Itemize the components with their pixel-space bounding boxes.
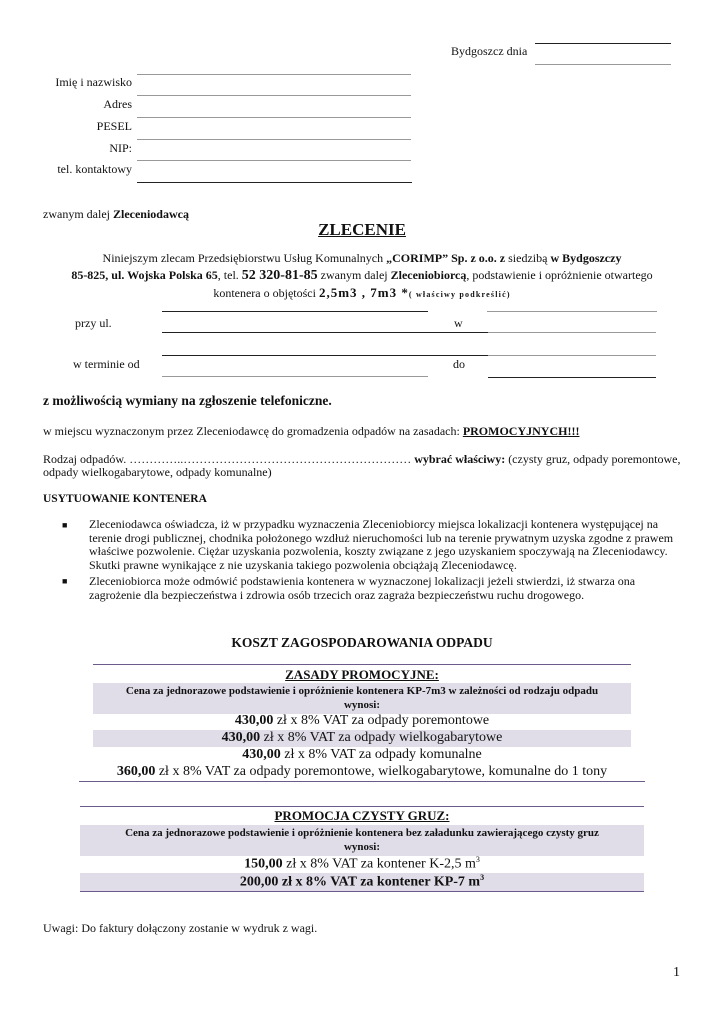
page-title: ZLECENIE	[318, 220, 406, 239]
waste-type-line-2: odpady wielkogabarytowe, odpady komunalne)	[43, 465, 272, 479]
cost-heading: KOSZT ZAGOSPODAROWANIA ODPADU	[231, 635, 493, 650]
city-field[interactable]	[488, 332, 656, 333]
page-number: 1	[673, 965, 680, 980]
street-label: przy ul.	[75, 316, 112, 330]
date-from-field[interactable]	[162, 376, 428, 377]
name-label: Imię i nazwisko	[55, 75, 132, 89]
street-field[interactable]	[162, 332, 488, 333]
intro-line: zwanym dalej Zleceniodawcą	[43, 207, 189, 221]
waste-type-field[interactable]: Rodzaj odpadów. …………..…………………………………………………	[43, 452, 415, 466]
rubble-row: 150,00 zł x 8% VAT za kontener K-2,5 $m^3$	[244, 855, 480, 872]
date-line-2	[535, 64, 671, 65]
city-label: w	[454, 316, 463, 330]
date-from-line-top	[162, 355, 488, 356]
pesel-field[interactable]	[137, 139, 411, 140]
date-to-line-top	[488, 355, 656, 356]
order-line-3: kontenera o objętości 2,5m3 , 7m3 *( właściwy podkreślić)	[213, 285, 511, 300]
date-from-label: w terminie od	[73, 357, 140, 371]
phone-label: tel. kontaktowy	[57, 162, 132, 176]
name-line-top	[137, 74, 411, 75]
placement-clause-1: Zleceniodawca oświadcza, iż w przypadku wyznaczenia Zleceniobiorcy miejsca lokalizacji kontenera występującej na terenie drogi publicznej, chodnika położonego wzdłuż nieruchomości lub na terenie prywatnym uzyska zgodne z prawem właściwe pozwolenie. Ciężar uzyskania pozwolenia, koszty związane z jego uzyskaniem spoczywają na Zleceniodawcy. Skutki prawne wynikające z nie uzyskania takiego pozwolenia obciążają Zleceniodawcę.	[89, 517, 674, 572]
date-to-field[interactable]	[488, 377, 656, 378]
nip-field[interactable]	[137, 160, 411, 161]
promo-description: Cena za jednorazowe podstawienie i opróżnienie kontenera KP-7m3 w zależności od rodzaju odpadu wynosi:	[125, 685, 599, 711]
pesel-label: PESEL	[96, 119, 132, 133]
exchange-note: z możliwością wymiany na zgłoszenie telefoniczne.	[43, 393, 332, 408]
promo-row: 430,00 zł x 8% VAT za odpady komunalne	[242, 747, 482, 762]
promo-row: 430,00 zł x 8% VAT za odpady wielkogabarytowe	[221, 730, 503, 745]
name-field[interactable]	[137, 95, 411, 96]
promo-row: 430,00 zł x 8% VAT za odpady poremontowe	[234, 713, 490, 728]
date-line[interactable]	[535, 43, 671, 44]
bullet-icon: ■	[62, 520, 68, 530]
address-field[interactable]	[137, 117, 411, 118]
promo-table	[93, 664, 631, 782]
street-line-top	[162, 311, 428, 312]
rubble-description: Cena za jednorazowe podstawienie i opróżnienie kontenera bez załadunku zawierającego czysty gruz wynosi:	[125, 827, 599, 853]
rubble-table	[80, 806, 644, 892]
phone-field[interactable]	[137, 182, 412, 183]
order-line-1: Niniejszym zlecam Przedsiębiorstwu Usług Komunalnych „CORIMP” Sp. z o.o. z siedzibą w Bydgoszczy	[102, 251, 622, 265]
nip-label: NIP:	[109, 141, 132, 155]
rubble-title: PROMOCJA CZYSTY GRUZ:	[274, 808, 450, 823]
placement-clause-2: Zleceniobiorca może odmówić podstawienia kontenera w wyznaczonej lokalizacji jeżeli stwierdzi, iż stwarza ona zagrożenie dla bezpieczeństwa i zdrowia osób trzecich oraz zagraża bezpieczeństwu ruchu drogowego.	[89, 574, 636, 602]
address-label: Adres	[103, 97, 132, 111]
placement-heading: USYTUOWANIE KONTENERA	[43, 493, 207, 505]
promo-row: 360,00 zł x 8% VAT za odpady poremontowe, wielkogabarytowe, komunalne do 1 tony	[116, 764, 608, 779]
waste-type-line-1: Rodzaj odpadów. …………..………………………………………………… wybrać właściwy: (czysty gruz, odpady poremontowe,	[43, 452, 681, 466]
order-line-2: 85-825, ul. Wojska Polska 65, tel. 52 320-81-85 zwanym dalej Zleceniobiorcą, podstawienie i opróżnienie otwartego	[71, 268, 653, 283]
city-date-label: Bydgoszcz dnia	[451, 44, 528, 58]
rubble-row: 200,00 zł x 8% VAT za kontener KP-7 $m^3$	[239, 873, 485, 890]
date-to-label: do	[453, 357, 465, 371]
remarks: Uwagi: Do faktury dołączony zostanie w wydruk z wagi.	[43, 921, 318, 935]
place-note: w miejscu wyznaczonym przez Zleceniodawcę do gromadzenia odpadów na zasadach: PROMOCYJNYCH!!!	[43, 424, 580, 438]
container-size-options[interactable]: 2,5m3 , 7m3 *	[318, 285, 409, 300]
promo-title: ZASADY PROMOCYJNE:	[285, 667, 439, 682]
city-line-top	[487, 311, 657, 312]
bullet-icon: ■	[62, 576, 68, 586]
